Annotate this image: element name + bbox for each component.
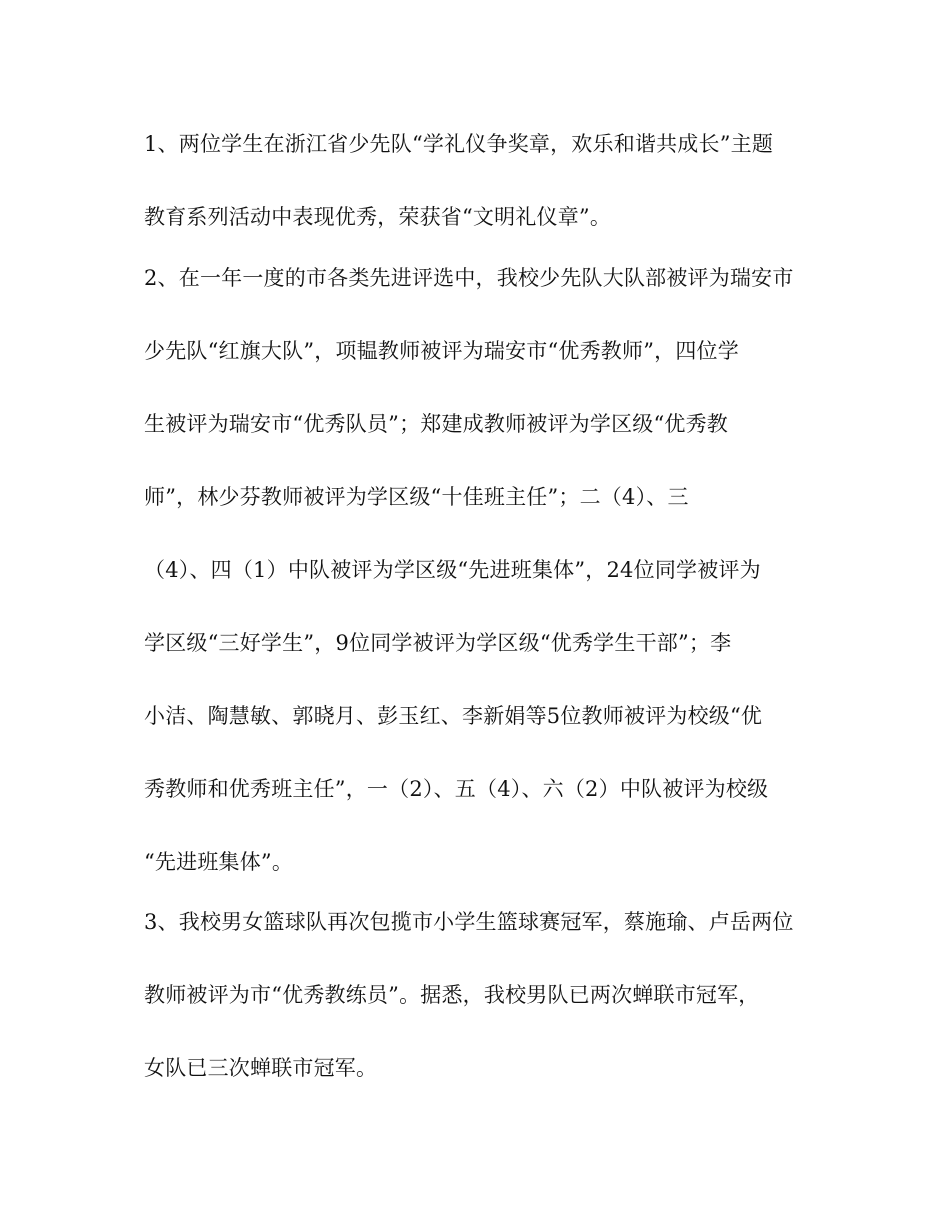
text-line-5: 生被评为瑞安市“优秀队员”；郑建成教师被评为学区级“优秀教	[144, 412, 729, 436]
text-line-4: 少先队“红旗大队”，项韫教师被评为瑞安市“优秀教师”，四位学	[144, 339, 739, 363]
text-line-8: 学区级“三好学生”，9位同学被评为学区级“优秀学生干部”；李	[144, 631, 732, 655]
text-line-1: 1、两位学生在浙江省少先队“学礼仪争奖章，欢乐和谐共成长”主题	[144, 132, 774, 156]
text-line-12: 3、我校男女篮球队再次包揽市小学生篮球赛冠军，蔡施瑜、卢岳两位	[144, 910, 794, 934]
text-line-14: 女队已三次蝉联市冠军。	[144, 1056, 378, 1080]
text-line-10: 秀教师和优秀班主任”，一（2）、五（4）、六（2）中队被评为校级	[144, 777, 769, 801]
text-line-11: “先进班集体”。	[144, 850, 294, 874]
text-line-9: 小洁、陶慧敏、郭晓月、彭玉红、李新娟等5位教师被评为校级“优	[144, 704, 763, 728]
text-line-13: 教师被评为市“优秀教练员”。据悉，我校男队已两次蝉联市冠军，	[144, 983, 760, 1007]
text-line-6: 师”，林少芬教师被评为学区级“十佳班主任”；二（4）、三	[144, 485, 689, 509]
text-line-3: 2、在一年一度的市各类先进评选中，我校少先队大队部被评为瑞安市	[144, 266, 794, 290]
text-line-2: 教育系列活动中表现优秀，荣获省“文明礼仪章”。	[144, 205, 612, 229]
text-line-7: （4）、四（1）中队被评为学区级“先进班集体”，24位同学被评为	[144, 558, 761, 582]
